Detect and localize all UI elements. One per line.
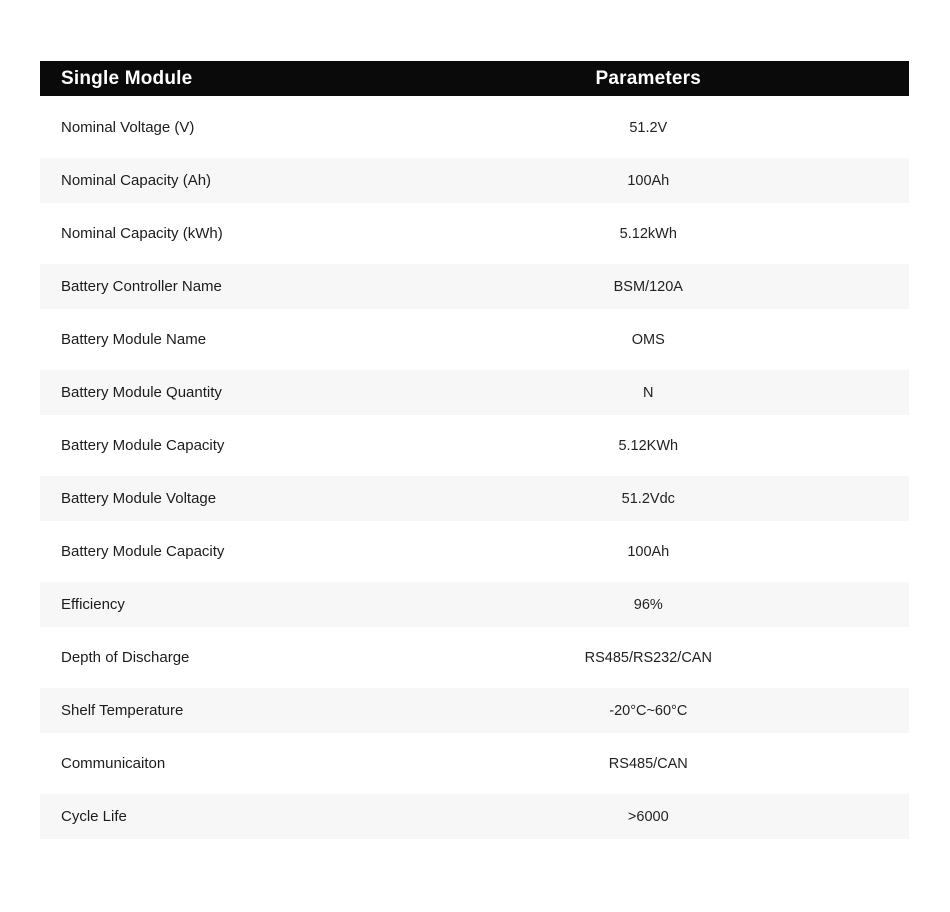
row-label: Battery Module Name [61, 331, 207, 348]
table-row [40, 207, 909, 260]
table-row [40, 313, 909, 366]
row-value: 5.12KWh [618, 437, 679, 454]
row-label: Battery Module Capacity [61, 543, 225, 560]
table-row [40, 737, 909, 790]
row-label: Efficiency [61, 596, 125, 613]
table-row [40, 790, 909, 843]
header-parameters: Parameters [595, 67, 702, 89]
row-value: 100Ah [627, 543, 670, 560]
row-label: Nominal Capacity (Ah) [61, 172, 212, 189]
header-single-module: Single Module [61, 67, 193, 89]
table-row [40, 684, 909, 737]
row-value: BSM/120A [613, 278, 683, 295]
row-value: 51.2V [629, 119, 668, 136]
row-label: Depth of Discharge [61, 649, 190, 666]
row-value: -20°C~60°C [609, 702, 688, 719]
row-label: Cycle Life [61, 808, 127, 825]
row-label: Battery Module Capacity [61, 437, 225, 454]
table-row [40, 472, 909, 525]
table-row [40, 631, 909, 684]
table-row [40, 525, 909, 578]
table-row [40, 366, 909, 419]
row-label: Battery Controller Name [61, 278, 222, 295]
row-label: Communicaiton [61, 755, 166, 772]
row-value: OMS [631, 331, 665, 348]
row-value: N [643, 384, 654, 401]
row-value: 100Ah [627, 172, 670, 189]
row-label: Nominal Voltage (V) [61, 119, 195, 136]
row-value: 51.2Vdc [621, 490, 675, 507]
row-value: 96% [633, 596, 663, 613]
table-header-row [40, 61, 909, 96]
row-value: >6000 [627, 808, 669, 825]
row-value: 5.12kWh [619, 225, 677, 242]
table-body [40, 101, 909, 843]
row-label: Shelf Temperature [61, 702, 184, 719]
table-row [40, 154, 909, 207]
row-label: Battery Module Quantity [61, 384, 222, 401]
table-row [40, 101, 909, 154]
row-label: Battery Module Voltage [61, 490, 217, 507]
row-label: Nominal Capacity (kWh) [61, 225, 223, 242]
table-row [40, 578, 909, 631]
table-row [40, 260, 909, 313]
row-value: RS485/RS232/CAN [584, 649, 712, 666]
row-value: RS485/CAN [608, 755, 688, 772]
spec-table [40, 61, 909, 843]
table-row [40, 419, 909, 472]
